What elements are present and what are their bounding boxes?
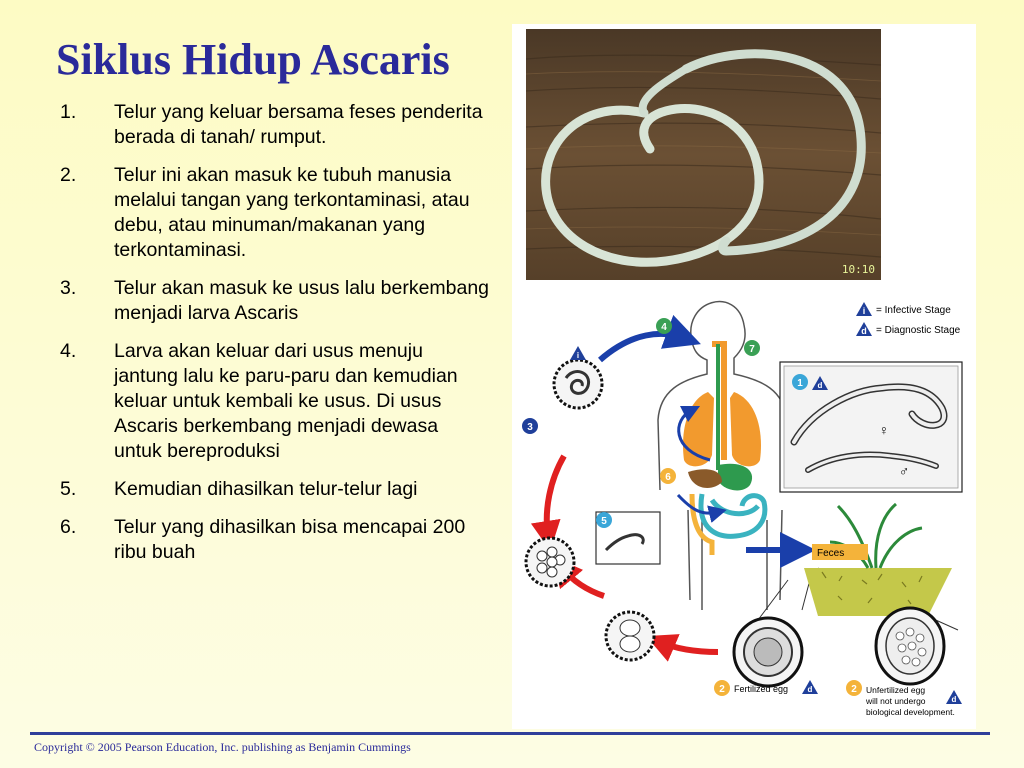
slide-title: Siklus Hidup Ascaris [56,35,450,84]
legend-diagnostic-label: = Diagnostic Stage [876,325,961,336]
feces-label: Feces [817,548,845,559]
list-item: 3. Telur akan masuk ke usus lalu berkembang menjadi larva Ascaris [60,277,490,324]
svg-text:i: i [862,306,866,316]
stage-5-badge [596,512,612,528]
stage-3-badge [522,418,538,434]
svg-text:d: d [951,695,957,704]
stage-7-badge [744,340,760,356]
legend [856,302,961,336]
photo-timestamp: 10:10 [841,263,875,276]
svg-text:3: 3 [527,422,533,433]
stage-6-badge [660,468,676,484]
unfertilized-diagnostic-badge [946,690,962,704]
cycle-arrow-1 [547,456,564,536]
stage-2-fertilized-badge [714,680,730,696]
list-item: 6. Telur yang dihasilkan bisa mencapai 200 ribu buah [60,516,466,563]
unfertilized-egg-label-2: will not undergo [866,696,926,706]
list-item: 1. Telur yang keluar bersama feses penderita berada di tanah/ rumput. [60,101,483,148]
fertilized-egg-label: Fertilized egg [734,684,789,694]
infective-stage-badge [856,302,872,316]
unfertilized-egg-label-3: biological development. [866,707,955,717]
liver [688,469,722,488]
list-item: 2. Telur ini akan masuk ke tubuh manusia melalui tangan yang terkontaminasi, atau debu, atau minuman/makanan yang terkontaminasi. [60,164,470,261]
svg-text:6: 6 [665,472,671,483]
stomach [718,464,752,491]
svg-text:4: 4 [661,322,667,333]
svg-text:2: 2 [719,684,725,695]
list-item: 4. Larva akan keluar dari usus menuju jantung lalu ke paru-paru dan kemudian keluar untuk kembali ke usus. Di usus Ascaris berkembang menjadi dewasa untuk bereproduksi [60,340,458,462]
cycle-arrow-3 [660,642,718,652]
male-symbol: ♂ [898,463,910,479]
stage-4-badge [656,318,672,334]
two-cell-egg [606,612,654,660]
unfertilized-egg [876,608,944,684]
infective-egg-badge [570,346,586,360]
unfertilized-egg-label-1: Unfertilized egg [866,685,926,695]
ascaris-worm-photo [526,29,881,280]
multicellular-egg [526,538,574,586]
footer-divider [30,732,990,735]
svg-text:7: 7 [749,344,755,355]
stage-2-unfertilized-badge [846,680,862,696]
svg-text:d: d [861,326,867,336]
fertilized-diagnostic-badge [802,680,818,694]
svg-text:2: 2 [851,684,857,695]
list-item: 5. Kemudian dihasilkan telur-telur lagi [60,478,418,500]
svg-text:1: 1 [797,378,803,389]
legend-infective-label: = Infective Stage [876,305,951,316]
svg-text:d: d [817,381,823,390]
intestines [701,494,765,536]
infective-egg [554,360,602,408]
female-symbol: ♀ [878,422,890,438]
svg-text:5: 5 [601,516,607,527]
lifecycle-diagram [512,280,976,728]
svg-text:d: d [807,685,813,694]
diagnostic-stage-badge [856,322,872,336]
svg-text:i: i [576,351,580,360]
copyright-notice: Copyright © 2005 Pearson Education, Inc. publishing as Benjamin Cummings [34,740,411,754]
ingestion-arrow [600,334,684,360]
fertilized-egg [734,618,802,686]
lifecycle-steps [60,100,490,578]
